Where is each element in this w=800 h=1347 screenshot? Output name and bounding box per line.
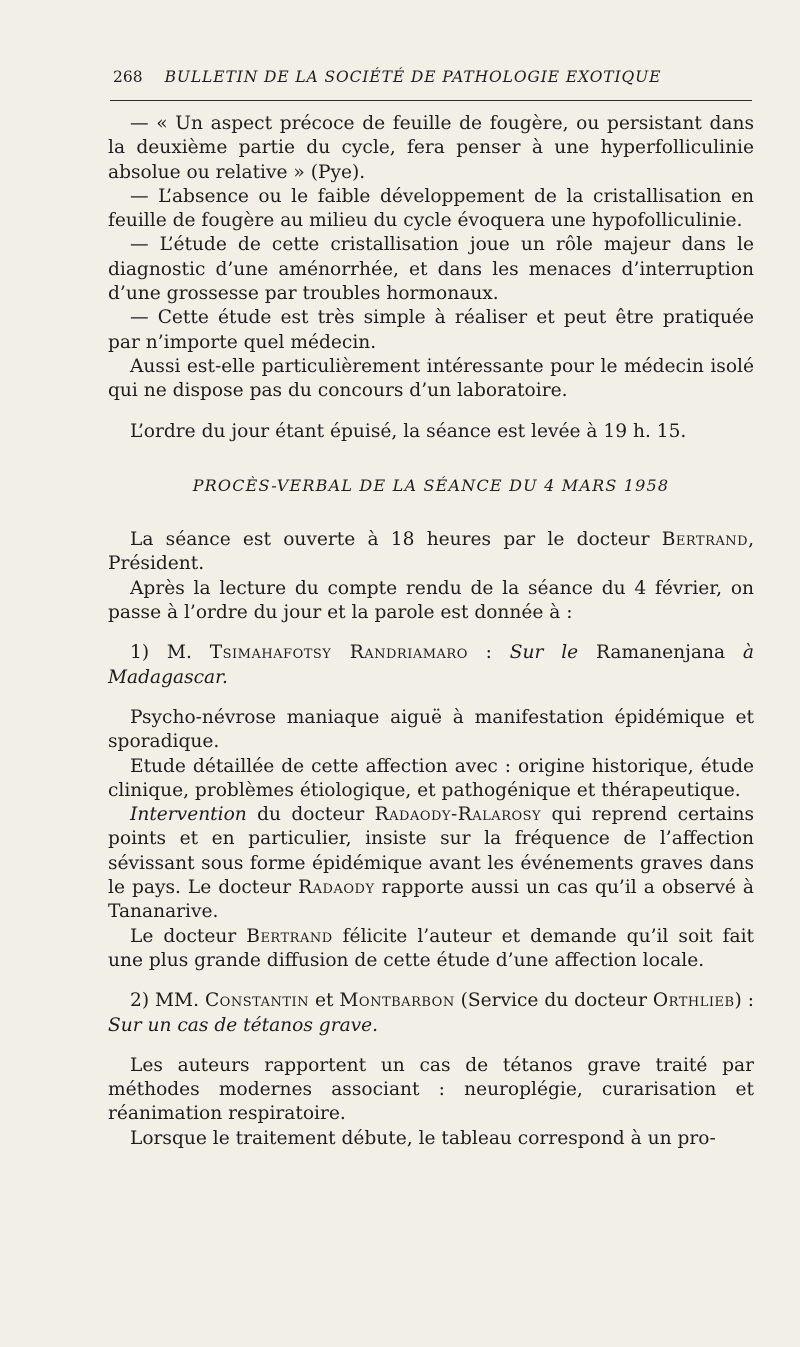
- intervenant-name: Radaody-Ralarosy: [374, 804, 542, 826]
- author-montbarbon: Montbarbon: [339, 990, 455, 1012]
- paragraph-simple: — Cette étude est très simple à réaliser et peut être pratiquée par n’importe quel médecin.: [108, 307, 754, 353]
- body-text: [108, 112, 754, 1151]
- item-1-author: Tsimahafotsy Randriamaro: [209, 642, 468, 664]
- item-1-separator: :: [467, 642, 510, 664]
- author-orthlieb: Orthlieb: [652, 990, 735, 1012]
- item-2-separator: ) :: [734, 990, 755, 1012]
- item-1-title-part1: Sur le: [509, 642, 579, 664]
- opening-text: La séance est ouverte à 18 heures par le docteur: [130, 529, 662, 551]
- bertrand-name: Bertrand: [246, 925, 333, 947]
- paragraph-ouverture: [108, 528, 754, 577]
- item-1-title-part3: à Madagascar.: [108, 642, 754, 688]
- paragraph-seance-levee: L’ordre du jour étant épuisé, la séance est levée à 19 h. 15.: [130, 420, 687, 442]
- paragraph-amenorrhee: — L’étude de cette cristallisation joue un rôle majeur dans le diagnostic d’une aménorrhée, et dans les menaces d’interruption d’une grossesse par troubles hormonaux.: [108, 234, 754, 305]
- item-1-intervention: [108, 803, 754, 924]
- item-2-number: 2) MM.: [130, 990, 205, 1012]
- author-constantin: Constantin: [204, 990, 310, 1012]
- item-2-continuation: Lorsque le traitement débute, le tableau correspond à un pro-: [130, 1127, 716, 1149]
- intervention-text-c: rapporte aussi un cas qu’il a observé à Tananarive.: [108, 877, 754, 923]
- item-1-number: 1) M.: [130, 642, 210, 664]
- running-title: BULLETIN DE LA SOCIÉTÉ DE PATHOLOGIE EXOTIQUE: [164, 68, 662, 86]
- item-1-heading: [108, 641, 754, 690]
- item-1-summary: Psycho-névrose maniaque aiguë à manifestation épidémique et sporadique.: [108, 706, 754, 753]
- item-2-summary: Les auteurs rapportent un cas de tétanos grave traité par méthodes modernes associant : neuroplégie, curarisation et réanimation respiratoire.: [108, 1054, 754, 1125]
- intervention-label: Intervention: [130, 804, 247, 826]
- item-2-and: et: [309, 990, 340, 1012]
- header-rule: [110, 100, 752, 101]
- intervention-text-b: qui reprend certains points et en particulier, insiste sur la fréquence de l’affection sévissant sous forme épidémique avant les événements graves dans le pays. Le docteur: [108, 804, 754, 899]
- opening-text-end: , Président.: [108, 529, 754, 575]
- item-2-service: (Service du docteur: [454, 990, 653, 1012]
- paragraph-ordre-du-jour: Après la lecture du compte rendu de la séance du 4 février, on passe à l’ordre du jour et la parole est donnée à :: [108, 577, 754, 624]
- item-1-study: Etude détaillée de cette affection avec : origine historique, étude clinique, problèmes étiologique, et pathogénique et thérapeutique.: [108, 755, 754, 801]
- congrats-text-b: félicite l’auteur et demande qu’il soit fait une plus grande diffusion de cette étude d’une affection locale.: [108, 925, 754, 971]
- item-2-title: Sur un cas de tétanos grave.: [108, 1014, 379, 1036]
- intervention-text-a: du docteur: [246, 804, 375, 826]
- proces-verbal-heading: PROCÈS-VERBAL DE LA SÉANCE DU 4 MARS 1958: [192, 475, 670, 495]
- running-header: [113, 68, 752, 86]
- president-name: Bertrand: [661, 529, 749, 551]
- radaody-name: Radaody: [298, 877, 375, 899]
- congrats-text-a: Le docteur: [130, 925, 247, 947]
- item-1-title-part2: Ramanenjana: [578, 642, 743, 664]
- paragraph-hypofolliculinie: — L’absence ou le faible développement de la cristallisation en feuille de fougère au milieu du cycle évoquera une hypofolliculinie.: [108, 185, 754, 232]
- page-number: 268: [113, 68, 143, 86]
- item-1-congratulation: [108, 925, 754, 974]
- paragraph-medecin-isole: Aussi est-elle particulièrement intéressante pour le médecin isolé qui ne dispose pas du concours d’un laboratoire.: [108, 355, 754, 402]
- paragraph-pye: — « Un aspect précoce de feuille de fougère, ou persistant dans la deuxième partie du cycle, fera penser à une hyperfolliculinie absolue ou relative » (Pye).: [108, 113, 754, 183]
- item-2-heading: [108, 989, 754, 1038]
